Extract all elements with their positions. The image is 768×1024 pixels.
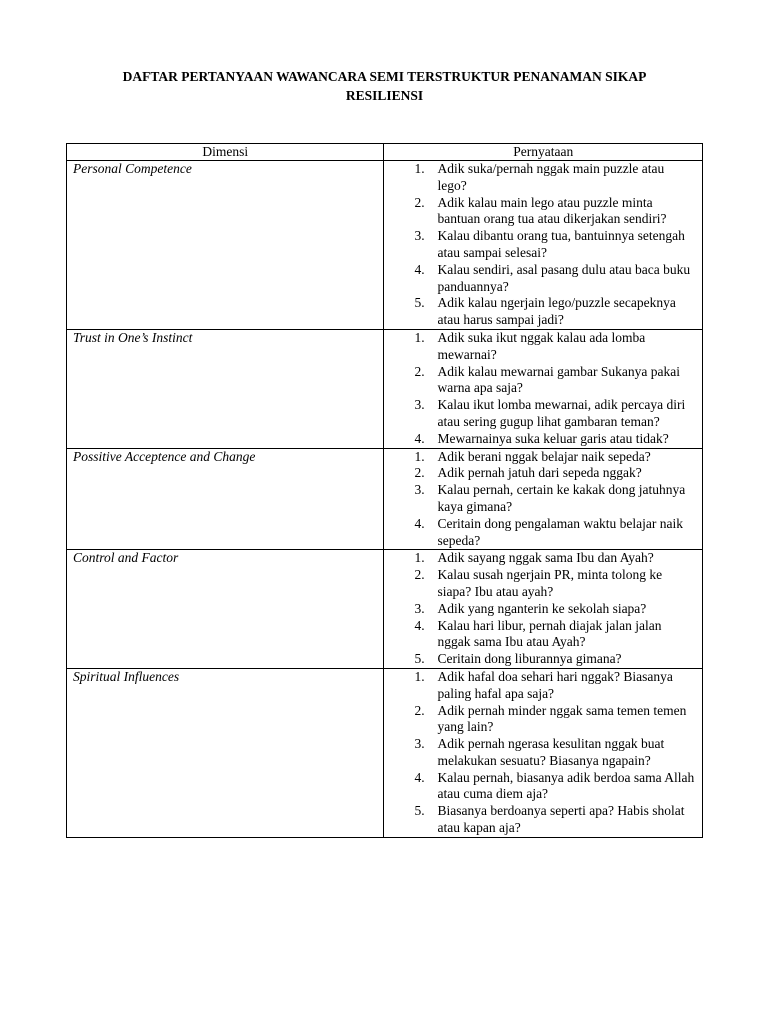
item-number: 3. xyxy=(414,482,425,498)
item-number: 1. xyxy=(414,668,425,684)
item-text: Adik hafal doa sehari hari nggak? Biasanya paling hafal apa saja? xyxy=(437,668,673,701)
table-row xyxy=(67,161,703,330)
item-text: Adik berani nggak belajar naik sepeda? xyxy=(437,448,651,464)
item-text: Adik yang nganterin ke sekolah siapa? xyxy=(437,600,647,616)
item-number: 2. xyxy=(414,194,425,210)
item-text: Kalau hari libur, pernah diajak jalan jalan nggak sama Ibu atau Ayah? xyxy=(437,617,662,650)
list-item xyxy=(384,465,702,482)
list-item xyxy=(384,736,702,770)
list-item xyxy=(384,601,702,618)
item-number: 3. xyxy=(414,397,425,413)
item-number: 5. xyxy=(414,295,425,311)
list-item xyxy=(384,567,702,601)
item-text: Kalau pernah, certain ke kakak dong jatuhnya kaya gimana? xyxy=(437,482,686,514)
table-row xyxy=(67,668,703,837)
item-number: 4. xyxy=(414,617,425,633)
list-item xyxy=(384,651,702,668)
item-text: Kalau ikut lomba mewarnai, adik percaya diri atau sering gugup lihat gambaran teman? xyxy=(437,397,686,429)
item-text: Adik kalau mewarnai gambar Sukanya pakai warna apa saja? xyxy=(437,363,681,396)
table-header-row xyxy=(67,144,703,161)
item-number: 5. xyxy=(414,651,425,667)
item-text: Kalau susah ngerjain PR, minta tolong ke siapa? Ibu atau ayah? xyxy=(437,567,663,599)
table-row xyxy=(67,448,703,550)
item-number: 4. xyxy=(414,261,425,277)
dimension-cell: Trust in One’s Instinct xyxy=(67,329,384,448)
item-number: 2. xyxy=(414,567,425,583)
statement-list xyxy=(384,449,702,550)
item-number: 2. xyxy=(414,702,425,718)
statements-cell xyxy=(384,668,703,837)
statements-cell xyxy=(384,329,703,448)
document-title-line-1: DAFTAR PERTANYAAN WAWANCARA SEMI TERSTRUKTUR PENANAMAN SIKAP xyxy=(122,69,647,84)
list-item xyxy=(384,449,702,466)
item-number: 2. xyxy=(414,363,425,379)
item-text: Adik pernah ngerasa kesulitan nggak buat melakukan sesuatu? Biasanya ngapain? xyxy=(437,736,665,768)
item-number: 4. xyxy=(414,515,425,531)
statements-cell xyxy=(384,161,703,330)
list-item xyxy=(384,770,702,804)
item-text: Kalau pernah, biasanya adik berdoa sama Allah atau cuma diem aja? xyxy=(437,769,695,802)
item-text: Ceritain dong pengalaman waktu belajar naik sepeda? xyxy=(437,515,684,548)
statement-list xyxy=(384,161,702,329)
list-item xyxy=(384,161,702,195)
document-title xyxy=(66,67,703,105)
table-row xyxy=(67,550,703,669)
list-item xyxy=(384,703,702,737)
dimension-cell: Personal Competence xyxy=(67,161,384,330)
list-item xyxy=(384,550,702,567)
list-item xyxy=(384,228,702,262)
list-item xyxy=(384,482,702,516)
item-text: Adik pernah jatuh dari sepeda nggak? xyxy=(437,465,642,481)
interview-questions-table xyxy=(66,143,703,838)
header-dimensi: Dimensi xyxy=(67,144,384,161)
item-text: Kalau dibantu orang tua, bantuinnya setengah atau sampai selesai? xyxy=(437,228,685,260)
statements-cell xyxy=(384,550,703,669)
item-text: Biasanya berdoanya seperti apa? Habis sholat atau kapan aja? xyxy=(437,803,685,836)
header-pernyataan: Pernyataan xyxy=(384,144,703,161)
item-text: Kalau sendiri, asal pasang dulu atau baca buku panduannya? xyxy=(437,261,691,294)
item-number: 4. xyxy=(414,430,425,446)
list-item xyxy=(384,397,702,431)
item-number: 1. xyxy=(414,329,425,345)
item-number: 1. xyxy=(414,550,425,566)
list-item xyxy=(384,431,702,448)
item-number: 2. xyxy=(414,465,425,481)
dimension-cell: Control and Factor xyxy=(67,550,384,669)
document-title-line-2: RESILIENSI xyxy=(345,88,424,103)
item-number: 5. xyxy=(414,803,425,819)
list-item xyxy=(384,669,702,703)
statement-list xyxy=(384,550,702,668)
statement-list xyxy=(384,669,702,837)
list-item xyxy=(384,618,702,652)
item-number: 3. xyxy=(414,228,425,244)
item-text: Adik sayang nggak sama Ibu dan Ayah? xyxy=(437,550,654,566)
dimension-cell: Possitive Acceptence and Change xyxy=(67,448,384,550)
dimension-cell: Spiritual Influences xyxy=(67,668,384,837)
item-text: Adik pernah minder nggak sama temen temen yang lain? xyxy=(437,702,687,735)
item-number: 3. xyxy=(414,600,425,616)
item-number: 1. xyxy=(414,448,425,464)
list-item xyxy=(384,516,702,550)
list-item xyxy=(384,262,702,296)
list-item xyxy=(384,295,702,329)
item-text: Adik suka/pernah nggak main puzzle atau lego? xyxy=(437,161,665,193)
table-row xyxy=(67,329,703,448)
statements-cell xyxy=(384,448,703,550)
item-text: Adik suka ikut nggak kalau ada lomba mewarnai? xyxy=(437,329,646,362)
item-text: Mewarnainya suka keluar garis atau tidak? xyxy=(437,430,669,446)
list-item xyxy=(384,330,702,364)
item-number: 1. xyxy=(414,161,425,176)
statement-list xyxy=(384,330,702,448)
item-number: 4. xyxy=(414,769,425,785)
item-text: Ceritain dong liburannya gimana? xyxy=(437,651,622,667)
list-item xyxy=(384,803,702,837)
list-item xyxy=(384,195,702,229)
list-item xyxy=(384,364,702,398)
item-text: Adik kalau main lego atau puzzle minta bantuan orang tua atau dikerjakan sendiri? xyxy=(437,194,667,227)
item-text: Adik kalau ngerjain lego/puzzle secapeknya atau harus sampai jadi? xyxy=(437,295,676,328)
item-number: 3. xyxy=(414,736,425,752)
